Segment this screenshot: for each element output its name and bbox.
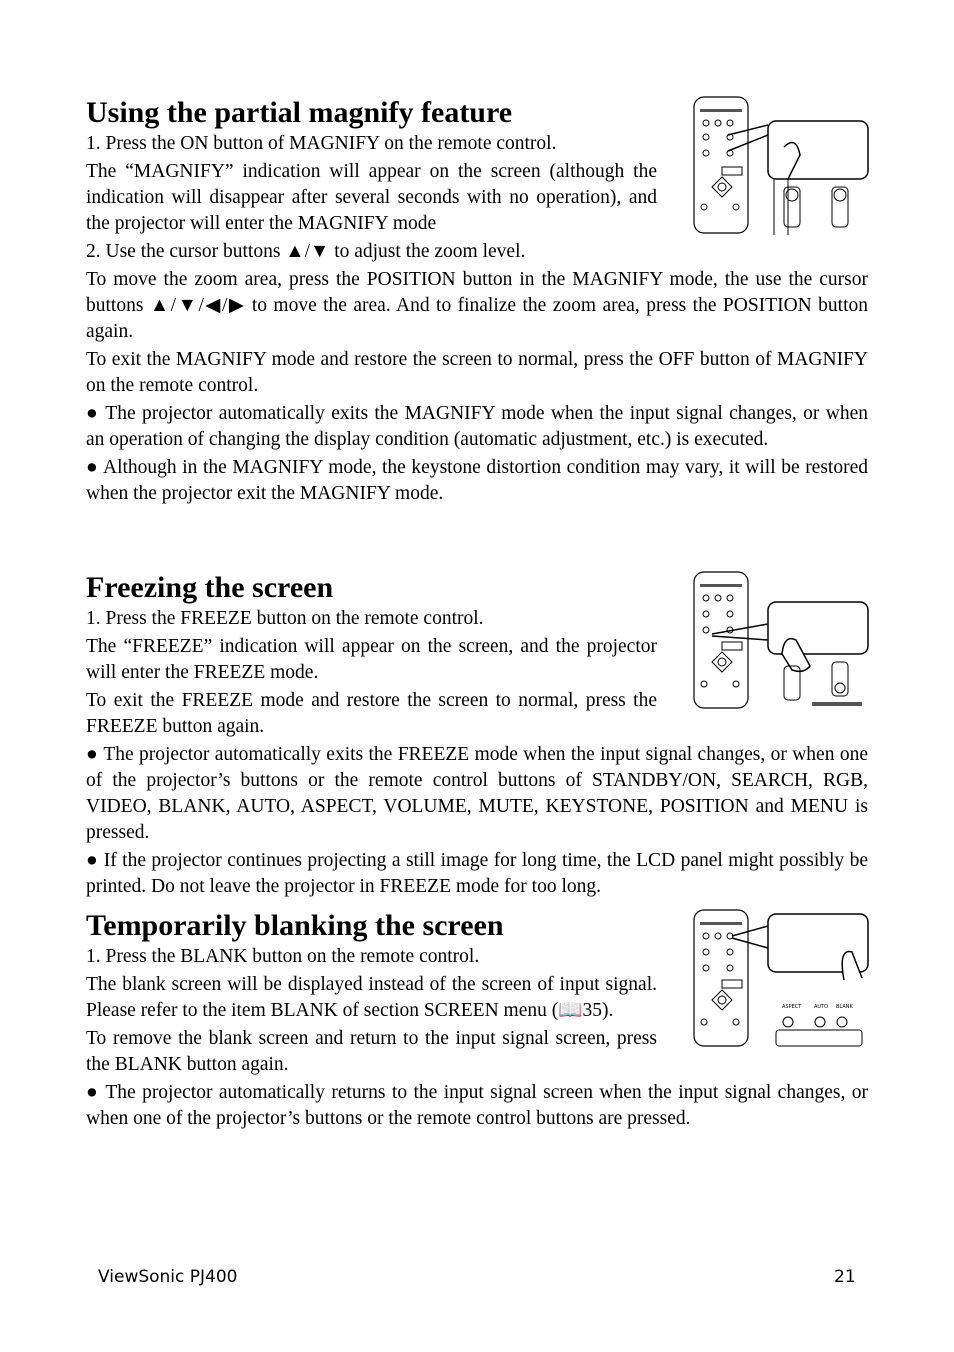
paragraph: To exit the FREEZE mode and restore the screen to normal, press the FREEZE button again. xyxy=(86,690,657,737)
section-heading: Using the partial magnify feature xyxy=(86,96,513,129)
remote-illustration-magnify xyxy=(692,95,872,237)
paragraph: 1. Press the FREEZE button on the remote control. xyxy=(86,608,484,629)
paragraph: ● The projector automatically exits the MAGNIFY mode when the input signal changes, or when an operation of changing the display condition (automatic adjustment, etc.) is executed. xyxy=(86,403,868,450)
section-freeze xyxy=(86,570,868,908)
paragraph: 2. Use the cursor buttons ▲/▼ to adjust the zoom level. xyxy=(86,241,526,262)
section-heading: Temporarily blanking the screen xyxy=(86,909,504,942)
paragraph: ● The projector automatically exits the FREEZE mode when the input signal changes, or when one of the projector’s buttons or the remote control buttons of STANDBY/ON, SEARCH, RGB, VIDEO, BLANK, AUTO, ASPECT, VOLUME, MUTE, KEYSTONE, POSITION and MENU is pressed. xyxy=(86,744,868,843)
remote-illustration-blank xyxy=(692,908,872,1050)
section-blank xyxy=(86,908,868,1193)
paragraph: To remove the blank screen and return to the input signal screen, press the BLANK button again. xyxy=(86,1028,657,1075)
paragraph: The “FREEZE” indication will appear on the screen, and the projector will enter the FREEZE mode. xyxy=(86,636,657,683)
paragraph: 1. Press the ON button of MAGNIFY on the remote control. xyxy=(86,133,557,154)
section-magnify xyxy=(86,95,868,570)
remote-illustration-freeze xyxy=(692,570,872,712)
paragraph: ● If the projector continues projecting a still image for long time, the LCD panel might possibly be printed. Do not leave the projector in FREEZE mode for too long. xyxy=(86,850,868,897)
footer-page-number: 21 xyxy=(834,1267,856,1287)
document-page xyxy=(86,95,868,1193)
paragraph: The “MAGNIFY” indication will appear on the screen (although the indication will disappear after several seconds with no operation), and the projector will enter the MAGNIFY mode xyxy=(86,161,657,234)
paragraph: To move the zoom area, press the POSITION button in the MAGNIFY mode, the use the cursor buttons ▲/▼/◀/▶ to move the area. And to finalize the zoom area, press the POSITION button again. xyxy=(86,269,868,342)
paragraph: The blank screen will be displayed instead of the screen of input signal. Please refer to the item BLANK of section SCREEN menu (📖35). xyxy=(86,974,657,1021)
remote-label: BLANK xyxy=(836,1004,853,1010)
paragraph: ● Although in the MAGNIFY mode, the keystone distortion condition may vary, it will be restored when the projector exit the MAGNIFY mode. xyxy=(86,457,868,504)
paragraph: To exit the MAGNIFY mode and restore the screen to normal, press the OFF button of MAGNIFY on the remote control. xyxy=(86,349,868,396)
remote-label: AUTO xyxy=(814,1004,829,1010)
footer-brand: ViewSonic PJ400 xyxy=(98,1267,238,1287)
remote-label: ASPECT xyxy=(782,1004,802,1010)
paragraph: ● The projector automatically returns to the input signal screen when the input signal changes, or when one of the projector’s buttons or the remote control buttons are pressed. xyxy=(86,1082,868,1129)
paragraph: 1. Press the BLANK button on the remote control. xyxy=(86,946,480,967)
section-heading: Freezing the screen xyxy=(86,571,334,604)
